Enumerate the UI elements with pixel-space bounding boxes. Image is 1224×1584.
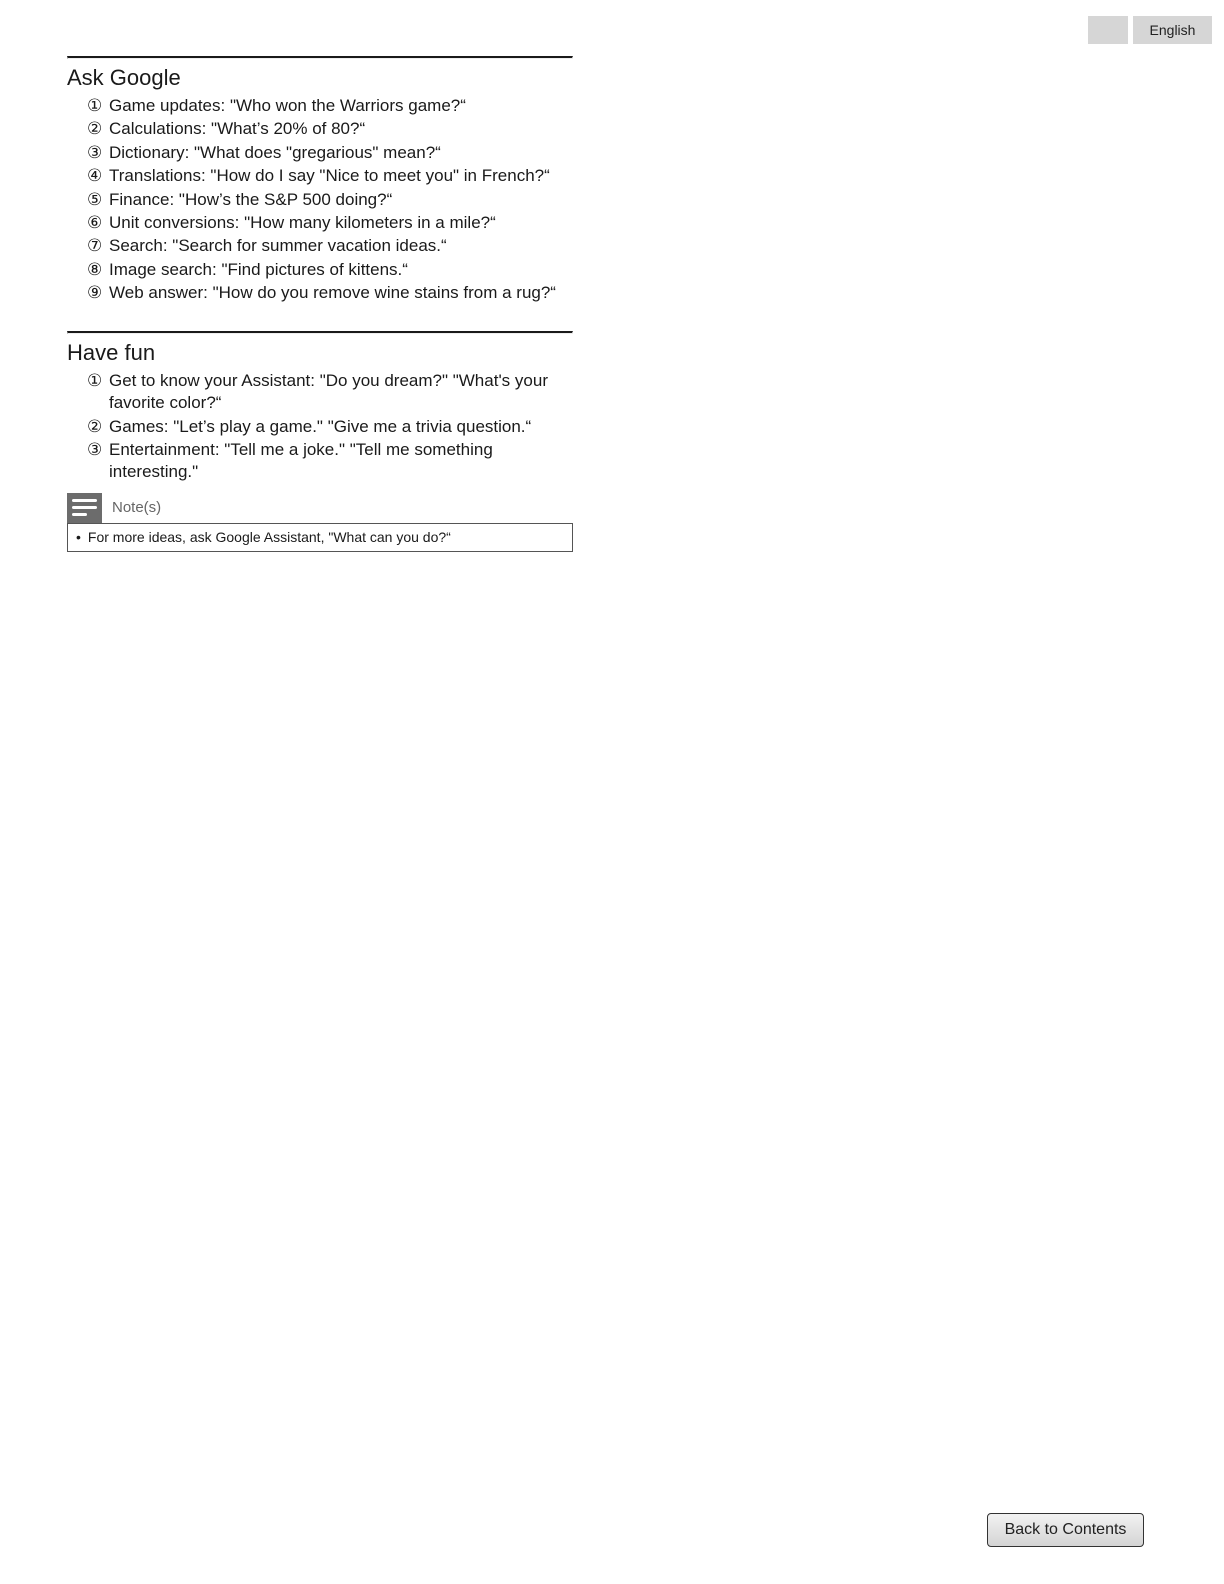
list-item: [87, 282, 573, 304]
item-number: ⑥: [87, 212, 103, 233]
item-number: ⑦: [87, 236, 103, 257]
item-text: Entertainment: "Tell me a joke." "Tell me something interesting.": [109, 439, 493, 481]
ask-google-section: [67, 56, 573, 304]
item-number: ①: [87, 371, 103, 392]
list-item: [87, 95, 573, 117]
section-divider: [67, 56, 573, 59]
main-content: [67, 56, 573, 552]
list-item: [87, 259, 573, 281]
list-item: [87, 416, 573, 438]
item-text: Image search: "Find pictures of kittens.“: [109, 259, 408, 279]
item-number: ⑨: [87, 283, 103, 304]
note-header: [67, 493, 573, 523]
ask-google-list: [67, 95, 573, 304]
item-number: ④: [87, 166, 103, 187]
item-text: Finance: "How’s the S&P 500 doing?“: [109, 189, 393, 209]
note-icon: [67, 493, 102, 523]
list-item: [87, 370, 573, 414]
item-number: ③: [87, 142, 103, 163]
item-text: Search: "Search for summer vacation ideas.“: [109, 236, 447, 256]
item-number: ③: [87, 439, 103, 460]
language-tab-blank[interactable]: [1088, 16, 1128, 44]
language-tabs: [1088, 16, 1212, 44]
list-item: [87, 235, 573, 257]
list-item: [87, 212, 573, 234]
language-tab-english[interactable]: English: [1133, 16, 1212, 44]
item-text: Dictionary: "What does "gregarious" mean?“: [109, 142, 441, 162]
have-fun-list: [67, 370, 573, 483]
item-text: Game updates: "Who won the Warriors game?“: [109, 96, 466, 115]
item-number: ①: [87, 96, 103, 116]
back-to-contents-button[interactable]: Back to Contents: [987, 1513, 1144, 1547]
list-item: [87, 142, 573, 164]
section-divider: [67, 331, 573, 334]
note-label: Note(s): [112, 499, 162, 517]
note-text: For more ideas, ask Google Assistant, "What can you do?“: [87, 529, 451, 546]
item-text: Get to know your Assistant: "Do you dream?" "What's your favorite color?“: [109, 371, 548, 413]
item-text: Games: "Let’s play a game." "Give me a trivia question.“: [109, 416, 532, 436]
section-title-ask-google: Ask Google: [67, 65, 181, 90]
item-text: Unit conversions: "How many kilometers in a mile?“: [109, 212, 496, 232]
section-title-have-fun: Have fun: [67, 340, 156, 366]
list-item: [87, 118, 573, 140]
list-item: [87, 189, 573, 211]
item-text: Web answer: "How do you remove wine stains from a rug?“: [109, 283, 556, 303]
item-number: ②: [87, 416, 103, 437]
item-number: ⑧: [87, 259, 103, 280]
have-fun-section: [67, 331, 573, 483]
note-box: [67, 523, 573, 552]
list-item: [87, 439, 573, 483]
item-text: Calculations: "What’s 20% of 80?“: [109, 119, 366, 139]
bullet-icon: •: [76, 529, 81, 546]
item-number: ⑤: [87, 189, 103, 210]
item-text: Translations: "How do I say "Nice to meet you" in French?“: [109, 166, 550, 186]
item-number: ②: [87, 119, 103, 140]
list-item: [87, 165, 573, 187]
